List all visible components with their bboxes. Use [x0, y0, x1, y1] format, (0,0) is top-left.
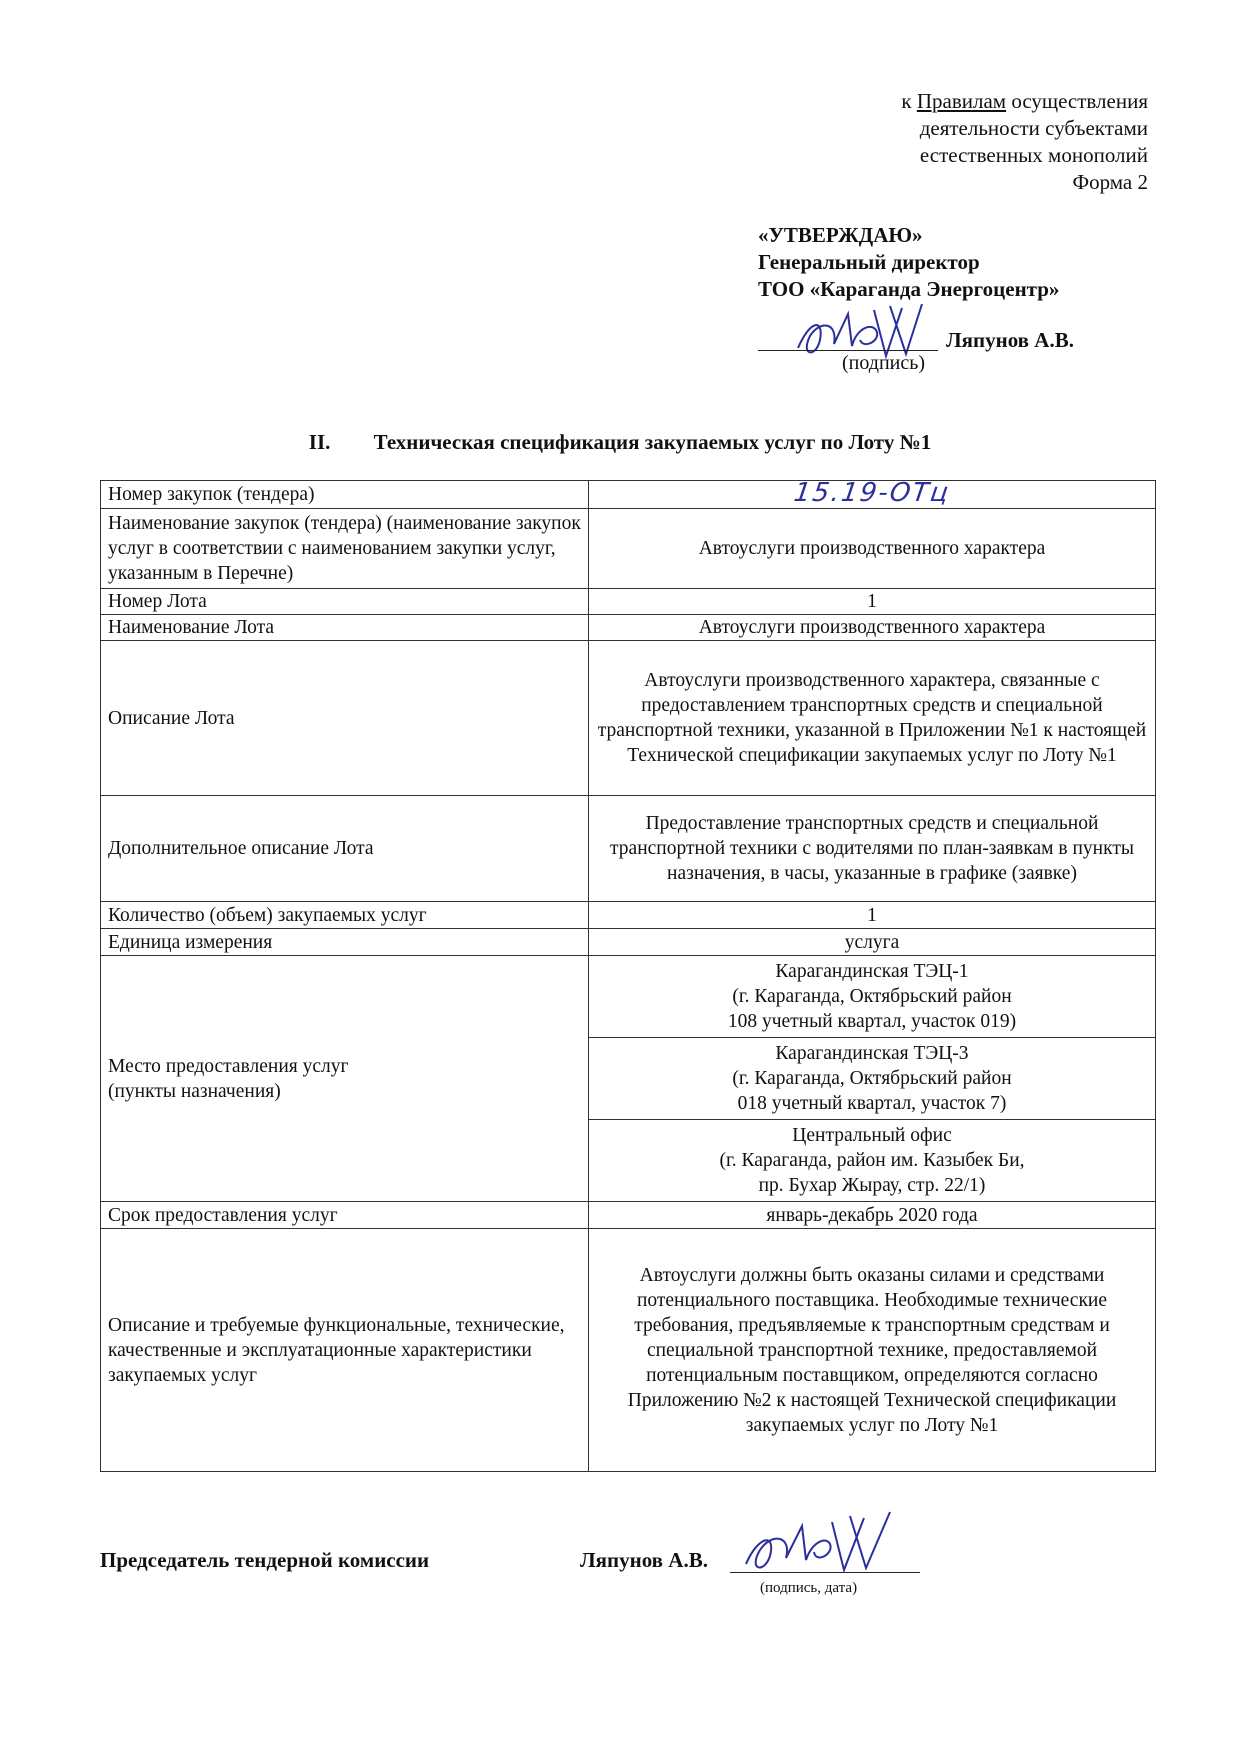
row-label: Единица измерения: [101, 929, 589, 956]
table-row: [101, 956, 1156, 1038]
approval-block: [758, 222, 1059, 303]
row-label: Описание и требуемые функциональные, технические, качественные и эксплуатационные характеристики закупаемых услуг: [101, 1229, 589, 1472]
table-row: [101, 1229, 1156, 1472]
footer-signature-caption: (подпись, дата): [760, 1580, 858, 1596]
handwritten-tender-number: 15.19-ОТц: [792, 478, 953, 508]
row-value: январь-декабрь 2020 года: [589, 1202, 1156, 1229]
row-value: Предоставление транспортных средств и специальной транспортной техники с водителями по план-заявкам в пункты назначения, в часы, указанные в графике (заявке): [589, 796, 1156, 902]
row-label: Срок предоставления услуг: [101, 1202, 589, 1229]
table-row: [101, 929, 1156, 956]
row-value: услуга: [589, 929, 1156, 956]
specification-table: [100, 480, 1156, 1472]
table-row: [101, 902, 1156, 929]
chairman-signature: [740, 1508, 900, 1584]
row-value: Автоуслуги должны быть оказаны силами и средствами потенциального поставщика. Необходимые технические требования, предъявляемые к транспортным средствам и специальной транспортной технике, предоставляемой потенциальным поставщиком, определяются согласно Приложению №2 к настоящей Технической спецификации закупаемых услуг по Лоту №1: [589, 1229, 1156, 1472]
row-label: Номер Лота: [101, 589, 589, 615]
rules-link[interactable]: Правилам: [916, 89, 1007, 113]
location-tec-1: Карагандинская ТЭЦ-1 (г. Караганда, Октябрьский район 108 учетный квартал, участок 019): [589, 956, 1156, 1038]
row-label: Место предоставления услуг (пункты назначения): [101, 956, 589, 1202]
footer-signature-block: [100, 1548, 1160, 1608]
approve-heading: «УТВЕРЖДАЮ»: [758, 223, 923, 247]
row-label: Наименование Лота: [101, 615, 589, 641]
chairman-label: Председатель тендерной комиссии: [100, 1548, 430, 1572]
row-label: Дополнительное описание Лота: [101, 796, 589, 902]
row-value: Автоуслуги производственного характера, связанные с предоставлением транспортных средств и специальной транспортной техники, указанной в Приложении №1 к настоящей Технической спецификации закупаемых услуг по Лоту №1: [589, 641, 1156, 796]
signature-caption: (подпись): [842, 352, 926, 374]
section-title-text: Техническая спецификация закупаемых услуг по Лоту №1: [373, 430, 932, 454]
row-label: Наименование закупок (тендера) (наименование закупок услуг в соответствии с наименованием закупки услуг, указанным в Перечне): [101, 509, 589, 589]
row-label: Описание Лота: [101, 641, 589, 796]
table-row: [101, 641, 1156, 796]
table-row: [101, 796, 1156, 902]
approver-name: Ляпунов А.В.: [946, 328, 1074, 352]
chairman-name: Ляпунов А.В.: [580, 1548, 708, 1572]
annex-line-1: к Правилам осуществления: [901, 89, 1148, 113]
section-title: [0, 430, 1240, 455]
annex-line-3: естественных монополий: [919, 143, 1148, 167]
row-label: Количество (объем) закупаемых услуг: [101, 902, 589, 929]
table-row: [101, 1202, 1156, 1229]
row-value: [589, 478, 1156, 509]
approver-position: Генеральный директор: [758, 250, 980, 274]
location-tec-3: Карагандинская ТЭЦ-3 (г. Караганда, Октябрьский район 018 учетный квартал, участок 7): [589, 1038, 1156, 1120]
table-row: [101, 509, 1156, 589]
table-row: [101, 481, 1156, 509]
approver-company: ТОО «Караганда Энергоцентр»: [758, 277, 1060, 301]
table-row: [101, 615, 1156, 641]
row-label: Номер закупок (тендера): [101, 481, 589, 509]
row-value: 1: [589, 589, 1156, 615]
table-row: [101, 589, 1156, 615]
row-value: 1: [589, 902, 1156, 929]
section-number: II.: [308, 430, 331, 454]
approval-signature-row: [758, 318, 1098, 358]
row-value: Автоуслуги производственного характера: [589, 509, 1156, 589]
annex-reference: [901, 88, 1148, 196]
form-label: Форма 2: [1072, 170, 1148, 194]
row-value: Автоуслуги производственного характера: [589, 615, 1156, 641]
signature-line: [758, 350, 938, 351]
location-central-office: Центральный офис (г. Караганда, район им. Казыбек Би, пр. Бухар Жырау, стр. 22/1): [589, 1120, 1156, 1202]
annex-line-2: деятельности субъектами: [919, 116, 1148, 140]
